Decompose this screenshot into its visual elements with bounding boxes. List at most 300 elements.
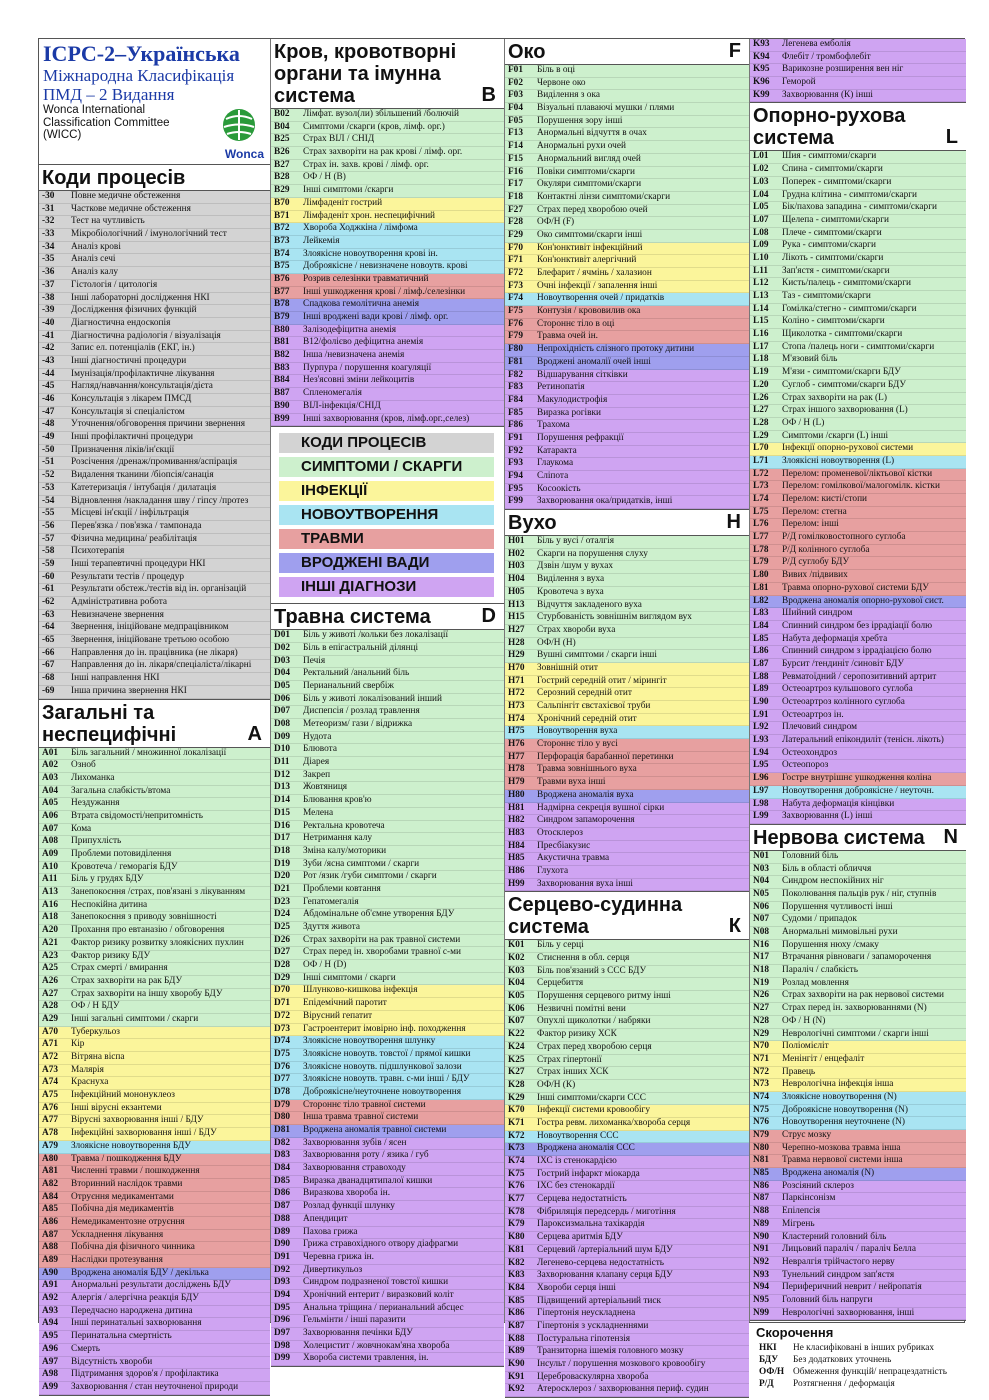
code-description: Кровотеча з вуха (537, 586, 604, 597)
section-letter: D (481, 605, 496, 628)
code: F74 (508, 293, 523, 304)
code-description: Страх ВІЛ / СНІД (303, 134, 375, 145)
code: L89 (753, 684, 769, 695)
code-description: Доброякісне / невизначене новоутв. крові (303, 261, 468, 272)
code-description: Перелом: інші (782, 519, 839, 530)
code-description: Лейкемія (303, 235, 340, 246)
code: L28 (753, 417, 769, 428)
code: -69 (42, 685, 55, 696)
code: A95 (42, 1331, 59, 1342)
code-row (750, 77, 966, 90)
code-row (271, 922, 504, 935)
legend-item: КОДИ ПРОЦЕСІВ (279, 433, 494, 453)
code-description: Численні травми / пошкодження (71, 1166, 200, 1177)
code-row (505, 344, 749, 357)
code: L78 (753, 544, 769, 555)
code-description: Плече - симптоми/скарги (782, 227, 882, 238)
code-row (750, 621, 966, 634)
code-row (750, 1029, 966, 1042)
code-description: Інші ушкодження крові / лімф./селезінки (303, 286, 466, 297)
code-description: Серцебиття (537, 978, 584, 989)
code-description: Перинатальна смертність (71, 1331, 172, 1342)
section-F (505, 39, 749, 510)
code: D16 (274, 820, 291, 831)
code-description: Невралгія трійчастого нерву (782, 1256, 895, 1267)
code-row (271, 185, 504, 198)
code-description: Захворювання стравоходу (303, 1163, 406, 1174)
code: -34 (42, 241, 55, 252)
code: L04 (753, 189, 769, 200)
code-description: Гіпертонія з ускладненнями (537, 1320, 649, 1331)
code-row (505, 281, 749, 294)
code-description: Інші направлення НКІ (71, 673, 160, 684)
code-description: Кисть/палець - симптоми/скарги (782, 278, 911, 289)
code: K91 (508, 1371, 525, 1382)
code-description: Виділення з ока (537, 90, 600, 101)
code-row (505, 1042, 749, 1055)
section-proc (39, 165, 270, 700)
code-description: Паркінсонізм (782, 1193, 836, 1204)
code: H77 (508, 751, 525, 762)
code-list (271, 630, 504, 1366)
code: L19 (753, 367, 769, 378)
code-description: Акустична травма (537, 853, 610, 864)
code-row (750, 748, 966, 761)
code-row (505, 1321, 749, 1334)
code-row (39, 862, 270, 875)
code-description: Легенева емболія (782, 39, 851, 49)
code-row (39, 445, 270, 458)
code: H80 (508, 789, 525, 800)
code-row (271, 744, 504, 757)
code-description: Метеоризм/ гази / відрижка (303, 719, 413, 729)
code-description: Візуальні плаваючі мушки / плями (537, 103, 675, 114)
code: F85 (508, 407, 523, 418)
code-row (271, 985, 504, 998)
code: -31 (42, 203, 55, 214)
code-description: Пароксизмальна тахікардія (537, 1219, 645, 1230)
code-row (505, 752, 749, 765)
code: N85 (753, 1168, 770, 1179)
code-row (505, 1055, 749, 1068)
code-row (271, 833, 504, 846)
code-description: Біль у животі локалізований інший (303, 693, 442, 704)
code-description: Струс мозку (782, 1130, 832, 1140)
section-letter: H (726, 511, 741, 534)
code-description: Гельмінти / інші паразити (303, 1315, 406, 1326)
code-row (271, 160, 504, 173)
code: K05 (508, 991, 525, 1002)
code: F81 (508, 356, 523, 367)
code-row (750, 1270, 966, 1283)
code-description: Захворювання печінки БДУ (303, 1328, 413, 1338)
code: D99 (274, 1353, 291, 1364)
code: F75 (508, 306, 523, 317)
code-row (750, 1016, 966, 1029)
code: B79 (274, 312, 290, 322)
code: -45 (42, 381, 55, 392)
code-row (271, 782, 504, 795)
code-description: Місцеві ін'єкції / інфільтрація (71, 508, 189, 519)
code-row (750, 342, 966, 355)
code-list (505, 940, 749, 1397)
code: L71 (753, 455, 769, 466)
code-row (505, 701, 749, 714)
code-description: Перианальний свербіж (303, 680, 394, 691)
code-description: Зап'ястя - симптоми/скарги (782, 265, 890, 276)
code: -44 (42, 368, 55, 379)
code-description: Інші діагностичні процедури (71, 355, 187, 366)
code-row (271, 147, 504, 160)
section-title (505, 39, 749, 65)
code: F18 (508, 191, 523, 202)
code-row (750, 1041, 966, 1054)
code: L01 (753, 151, 769, 162)
code-row (271, 1239, 504, 1252)
code: B77 (274, 286, 290, 297)
section-L (750, 103, 966, 824)
code-description: Незвичні помітні вени (537, 1003, 626, 1014)
code-description: Спадкова гемолітична анемія (303, 299, 420, 310)
code: K06 (508, 1003, 525, 1014)
code: H15 (508, 612, 525, 623)
code-description: Інші лабораторні дослідження НКІ (71, 292, 210, 303)
icpc-chart (38, 38, 965, 1395)
code-description: Смерть (71, 1343, 101, 1354)
code: B71 (274, 210, 290, 221)
code-row (750, 786, 966, 799)
code-description: Інші захворювання (кров, лімф.орг.,селез) (303, 413, 470, 424)
code-description: Біль у вусі / оталгія (537, 536, 614, 547)
code-description: Доброякісне/неуточнене новоутворення (303, 1086, 462, 1097)
code: D95 (274, 1302, 291, 1313)
code: A81 (42, 1166, 59, 1177)
code: K94 (753, 51, 770, 62)
code: K86 (508, 1308, 525, 1319)
code-row (750, 228, 966, 241)
code-description: Серцевий /артеріальний шум БДУ (537, 1244, 673, 1255)
code: D94 (274, 1289, 291, 1300)
code-row (271, 236, 504, 249)
code-description: Захворювання (L) інші (782, 811, 873, 822)
code: H02 (508, 548, 525, 559)
code-description: Симптоми /скарги (кров, лімф. орг.) (303, 121, 445, 132)
code-row (505, 230, 749, 243)
code-description: Спинний синдром з іррадіацією болю (782, 646, 932, 657)
code-description: Опухлі щиколотки / набряки (537, 1016, 651, 1027)
code: N93 (753, 1269, 770, 1280)
code-description: Щиколотка - симптоми/скарги (782, 329, 903, 340)
code-description: Серозний середній отит (537, 688, 632, 699)
code-description: Звернення, ініційоване третьою особою (71, 635, 230, 646)
code-row (271, 719, 504, 732)
code: A87 (42, 1229, 59, 1240)
code-description: Поліомієліт (782, 1041, 829, 1052)
code: K89 (508, 1346, 525, 1357)
code: D14 (274, 795, 291, 806)
code-row (505, 408, 749, 421)
code-description: Ускладнення лікування (71, 1229, 164, 1240)
section-title-text: Серцево-судинна система (508, 894, 683, 939)
code-description: Анормальні результати досліджень БДУ (71, 1280, 231, 1291)
code-row (271, 808, 504, 821)
code-description: Зуби /ясна симптоми / скарги (303, 858, 420, 869)
code-row (505, 484, 749, 497)
code: -53 (42, 482, 55, 493)
code-row (271, 1201, 504, 1214)
code: K85 (508, 1295, 525, 1306)
code: D74 (274, 1036, 291, 1047)
code-row (505, 1308, 749, 1321)
code-row (271, 299, 504, 312)
section-K (505, 892, 749, 1398)
code: A84 (42, 1191, 59, 1202)
code-row (271, 1277, 504, 1290)
code-row (39, 1090, 270, 1103)
code-row (271, 287, 504, 300)
code-row (271, 325, 504, 338)
code: L72 (753, 468, 769, 479)
code-row (39, 331, 270, 344)
code-row (750, 965, 966, 978)
code-row (505, 1232, 749, 1245)
code-row (39, 786, 270, 799)
code-description: Остеохондроз (782, 747, 838, 758)
code: A80 (42, 1153, 59, 1164)
code-row (750, 1092, 966, 1105)
code-row (505, 205, 749, 218)
code-description: Призначення ліків/ін'єкції (71, 444, 175, 455)
code-row (271, 935, 504, 948)
code-description: Діагностична радіологія / візуалізація (71, 330, 221, 341)
code-description: Отосклероз (537, 827, 583, 838)
code-description: Флебіт / тромбофлебіт (782, 51, 871, 62)
code-row (750, 1193, 966, 1206)
code: N81 (753, 1155, 770, 1166)
code: -33 (42, 229, 55, 240)
abbreviation: НКІ (759, 1343, 777, 1354)
code: -63 (42, 609, 55, 620)
code: N08 (753, 927, 770, 937)
code-row (39, 381, 270, 394)
code: D13 (274, 782, 291, 793)
code-description: Порушення серцевого ритму інші (537, 991, 671, 1002)
code-description: Захворювання зубів / ясен (303, 1137, 407, 1148)
code-row (39, 1268, 270, 1281)
code-row (271, 211, 504, 224)
code-row (39, 976, 270, 989)
code: -67 (42, 660, 55, 671)
code: N28 (753, 1015, 770, 1026)
code-description: Спинний синдром без іррадіації болю (782, 620, 933, 631)
code: B90 (274, 400, 290, 411)
wonca-globe-icon (216, 105, 262, 151)
code-description: Р/Д гомілковостопного суглоба (782, 532, 906, 543)
code-description: Транзиторна ішемія головного мозку (537, 1346, 684, 1357)
code: -40 (42, 317, 55, 328)
code-row (271, 1265, 504, 1278)
code-list (750, 851, 966, 1320)
code: B72 (274, 223, 290, 234)
code: F28 (508, 217, 523, 228)
code-description: Анормальні мимовільні рухи (782, 927, 898, 937)
abbreviation-meaning: Не класифіковані в інших рубриках (793, 1343, 935, 1354)
code: D89 (274, 1226, 291, 1237)
code: H71 (508, 675, 525, 686)
code: A04 (42, 785, 59, 796)
code-description: Менінгіт / енцефаліт (782, 1053, 865, 1064)
code: D83 (274, 1150, 291, 1161)
code-row (39, 1382, 270, 1395)
code-description: Бік/пахова западина - симптоми/скарги (782, 202, 937, 213)
code-row (271, 871, 504, 884)
code: -47 (42, 406, 55, 417)
code: F86 (508, 420, 523, 431)
code-description: Кома (71, 823, 92, 834)
code: -58 (42, 546, 55, 557)
code-description: Інші перинатальні захворювання (71, 1318, 202, 1329)
code-description: Новоутворення вуха (537, 726, 618, 737)
legend-item: НОВОУТВОРЕННЯ (279, 505, 494, 525)
code-description: Здуття живота (303, 922, 360, 932)
code-description: Страх смерті / вмирання (71, 963, 168, 974)
code-description: Гостра ревм. лихоманка/хвороба серця (537, 1117, 691, 1128)
code: L18 (753, 354, 769, 365)
code-description: Аналіз крові (71, 241, 121, 252)
code: -51 (42, 457, 55, 468)
code-description: Фактор ризику розвитку злоякісних пухлин (71, 937, 244, 948)
code-row (505, 650, 749, 663)
code: F03 (508, 90, 523, 101)
code-row (39, 874, 270, 887)
code: L15 (753, 316, 769, 327)
code-description: Око симптоми/скарги інші (537, 229, 643, 240)
code: K72 (508, 1130, 525, 1141)
code-description: Страх хвороби вуха (537, 624, 616, 635)
code: A26 (42, 975, 59, 986)
code-description: Грудна клітина - симптоми/скарги (782, 189, 918, 200)
code-row (271, 1074, 504, 1087)
section-title (750, 825, 966, 851)
code: A02 (42, 760, 59, 771)
code-description: Остеопороз (782, 760, 829, 771)
code: D19 (274, 858, 291, 869)
code-description: Виділення з вуха (537, 574, 605, 585)
code-row (505, 1372, 749, 1385)
code-row (39, 1331, 270, 1344)
code-list (39, 748, 270, 1395)
code: N91 (753, 1244, 770, 1255)
wonca-logo-text: Wonca (224, 147, 264, 161)
code: F73 (508, 280, 523, 291)
code-row (39, 1014, 270, 1027)
code: L74 (753, 494, 769, 504)
code-description: Окуляри симптоми/скарги (537, 179, 642, 190)
code-description: Мігрень (782, 1218, 815, 1229)
code: H86 (508, 865, 525, 876)
code-description: ОФ / Н (В) (303, 172, 346, 183)
code: F70 (508, 242, 523, 253)
code-row (39, 622, 270, 635)
code-description: Підтримання здоров'я / профілактика (71, 1369, 219, 1380)
code-description: Проблеми потовиділення (71, 849, 172, 859)
code-description: Гострий інфаркт міокарда (537, 1168, 640, 1179)
code-description: Захворювання / стан неуточненої природи (71, 1381, 239, 1392)
code-description: Проблеми ковтання (303, 883, 381, 894)
code-description: Анормальні відчуття в очах (537, 128, 647, 139)
code-row (505, 815, 749, 828)
code-row (39, 1357, 270, 1370)
code: D02 (274, 642, 291, 653)
code-row (271, 122, 504, 135)
code-row (505, 1258, 749, 1271)
code-description: ОФ / Н (D) (303, 960, 347, 971)
code-row (505, 357, 749, 370)
code: A92 (42, 1293, 59, 1304)
code-description: Інші симптоми / скарги (303, 972, 396, 983)
code-row (505, 1118, 749, 1131)
code: -64 (42, 622, 55, 633)
code-description: Порушення нюху /смаку (782, 939, 879, 950)
code-description: Припухлість (71, 836, 122, 847)
code-description: ОФ/Н (К) (537, 1079, 576, 1090)
code: L16 (753, 329, 769, 340)
code-row (505, 382, 749, 395)
code-description: Неврологічні захворювання, інші (782, 1307, 915, 1318)
code-description: Озноб (71, 760, 96, 771)
code-description: Інші загальні симптоми / скарги (71, 1013, 199, 1024)
section-letter: К (728, 915, 741, 938)
code-row (271, 388, 504, 401)
code-row (505, 116, 749, 129)
section-letter: L (945, 126, 958, 149)
code-row (750, 278, 966, 291)
code-description: Інфекції системи кровообігу (537, 1105, 651, 1116)
code-description: Нездужання (71, 798, 120, 809)
code: K99 (753, 89, 770, 100)
code: L94 (753, 747, 769, 758)
code-row (750, 608, 966, 621)
code-description: Хронічний середній отит (537, 713, 637, 724)
code-description: Вроджена аномалія БДУ / декілька (71, 1267, 209, 1278)
abbreviation-meaning: Обмеження функцій/ непрацездатність (793, 1367, 947, 1378)
code-row (271, 261, 504, 274)
code-row (271, 1011, 504, 1024)
code-row (505, 953, 749, 966)
code: N89 (753, 1218, 770, 1229)
code: B99 (274, 413, 290, 424)
code-row (505, 1080, 749, 1093)
code-description: Непрохідність слізного протоку дитини (537, 344, 695, 355)
code-description: Ретинопатія (537, 382, 585, 393)
code: -42 (42, 343, 55, 354)
code-description: Тест на чутливість (71, 216, 145, 227)
code-row (39, 1103, 270, 1116)
code-list (505, 536, 749, 891)
code: B83 (274, 362, 290, 373)
code: A10 (42, 861, 59, 872)
code-row (271, 1315, 504, 1328)
code-description: Занепокоєння з приводу зовнішності (71, 912, 217, 923)
code: F27 (508, 204, 523, 215)
code-description: Злоякісне новоутворення (N) (782, 1091, 897, 1102)
code: B87 (274, 388, 290, 399)
code-row (750, 760, 966, 773)
code-description: Біль загальний / множинної локалізації (71, 747, 227, 758)
code-row (271, 249, 504, 262)
code: L75 (753, 506, 769, 517)
code-description: Виразка дванадцятипалої кишки (303, 1175, 433, 1186)
